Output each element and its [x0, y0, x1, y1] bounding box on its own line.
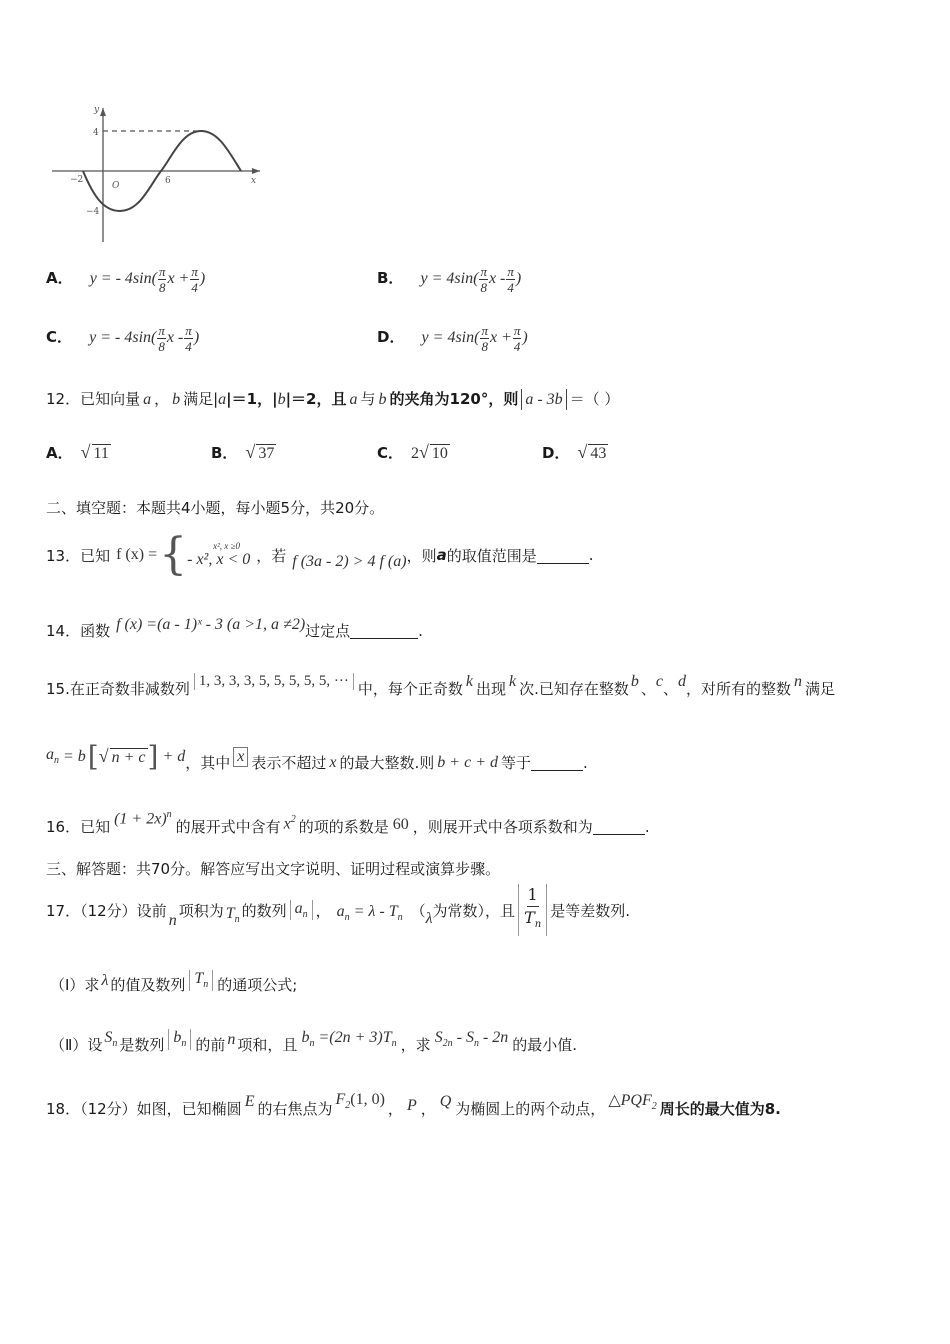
frac-den [524, 907, 541, 936]
q15-answer-blank[interactable] [531, 754, 583, 771]
q16-binomial [114, 809, 172, 828]
q18-E: E [244, 1092, 255, 1110]
an-subscript: n [54, 755, 59, 767]
q12-t1: 满足| [183, 390, 219, 408]
graph-tick-neg2: −2 [70, 175, 84, 185]
q17-p1-a: （Ⅰ）求 [50, 976, 100, 994]
q17-p2-e: ，求 [400, 1036, 431, 1054]
q12-option-d [542, 442, 608, 463]
q13-answer-blank[interactable] [537, 547, 589, 564]
q12-t2: |＝1，| [226, 390, 278, 408]
q17-diff [435, 1029, 509, 1049]
q12-t6: ＝（ ） [569, 390, 620, 408]
q18-F2 [335, 1091, 384, 1111]
frac-num: π [481, 323, 488, 338]
q11-d-frac2 [513, 323, 522, 354]
q15-t7: 表示不超过 [251, 754, 327, 772]
q11-d-label: D． [377, 328, 405, 347]
section-2-heading: 二、填空题：本题共4小题，每小题5分，共20分。 [46, 499, 385, 517]
q13-number: 13．已知 [46, 546, 111, 565]
sqrt-icon: √ [419, 442, 429, 462]
q15-stem [46, 664, 835, 699]
q17-t3: ， [315, 901, 331, 920]
bn-subscript: n [181, 1038, 187, 1050]
Tn-subscript: n [391, 1038, 397, 1050]
S2n-symbol: S [434, 1029, 443, 1047]
q15-t1: 中，每个正奇数 [357, 680, 463, 698]
q12-c-value [411, 442, 450, 462]
section-3-heading: 三、解答题：共70分。解答应写出文字说明、证明过程或演算步骤。 [46, 860, 501, 878]
sqrt-icon: √ [98, 746, 109, 766]
frac-num: π [513, 323, 521, 338]
q11-a-label: A． [46, 269, 73, 288]
q12-a-radicand: 11 [93, 445, 109, 462]
q17-Sn [104, 1029, 117, 1049]
q13-inequality: f (3a - 2) > 4 f (a) [292, 553, 407, 570]
q13-t1: ，若 [256, 546, 287, 565]
q15-t8: 的最大整数.则 [339, 754, 435, 772]
q17-t2: 的数列 [241, 901, 287, 920]
q17-part2 [50, 1024, 577, 1055]
q13-case1: x², x ≥0 [213, 541, 240, 551]
sine-graph [48, 100, 263, 248]
q11-a-formula [89, 264, 206, 295]
q11-option-c [46, 323, 199, 354]
q17-p2-a: （Ⅱ）设 [50, 1036, 103, 1054]
q15-sequence [194, 673, 354, 690]
q17-diff-end: - 2n [482, 1029, 509, 1047]
q15-t2: 出现 [475, 680, 506, 698]
q13-t4: . [588, 546, 594, 564]
q11-a-frac1 [158, 264, 167, 295]
q15-t4: ，对所有的整数 [686, 680, 792, 698]
graph-y-label: y [94, 105, 100, 115]
Tn-symbol: T [524, 907, 535, 927]
q11-d-mid: x + [489, 329, 512, 347]
q11-b-prefix: y = 4sin( [420, 270, 479, 288]
q11-a-prefix: y = - 4sin( [89, 270, 157, 288]
q17-t4: （ [410, 901, 426, 920]
q11-c-frac2 [184, 323, 193, 354]
q12-option-c [377, 442, 450, 463]
q12-t4: 与 [360, 390, 376, 408]
q14-number: 14．函数 [46, 622, 111, 640]
q11-option-d [377, 323, 528, 354]
q15-number: 15.在正奇数非减数列 [46, 680, 190, 698]
q12-d-radicand: 43 [590, 445, 607, 462]
q16-sixty: 60 [392, 815, 409, 833]
sqrt-icon: √ [577, 442, 588, 462]
q11-c-suffix: ) [193, 329, 200, 347]
q11-d-prefix: y = 4sin( [421, 329, 480, 347]
q14-answer-blank[interactable] [350, 622, 418, 639]
Sn-subscript: n [112, 1038, 118, 1050]
frac-den: 4 [507, 280, 514, 295]
q15-bx: x [237, 747, 245, 765]
q18-triangle [608, 1090, 656, 1112]
graph-x-label: x [251, 176, 257, 186]
q17-diff-mid: - S [456, 1029, 474, 1047]
q12-stem [46, 388, 619, 409]
q15-formula-line [46, 740, 588, 773]
vec-a: a [349, 391, 358, 408]
q15-b: b [630, 672, 639, 690]
F2-point: (1, 0) [350, 1091, 385, 1109]
Tn-symbol: T [225, 904, 235, 922]
frac-num: π [480, 264, 487, 279]
graph-tick-4: 4 [93, 128, 99, 138]
q17-bn-rel [301, 1029, 396, 1049]
q16-x: x [283, 815, 291, 833]
q11-d-frac1 [480, 323, 489, 354]
q11-c-frac1 [157, 323, 166, 354]
q15-eq: = b [63, 747, 86, 765]
q12-c-label: C． [377, 444, 404, 462]
bn-subscript: n [309, 1038, 315, 1050]
y-axis-arrow-icon [100, 108, 106, 116]
q16-base: (1 + 2x) [114, 810, 167, 828]
q13-case2: - x², x < 0 [187, 551, 251, 568]
frac-den: 8 [158, 280, 166, 295]
bn-symbol: b [173, 1029, 182, 1047]
q11-a-mid: x + [167, 270, 190, 288]
q15-an [46, 746, 59, 766]
q12-d-label: D． [542, 444, 570, 462]
q11-a-frac2 [190, 264, 199, 295]
q15-sum: b + c + d [437, 753, 498, 771]
q11-b-suffix: ) [515, 270, 522, 288]
q15-t5: 满足 [805, 680, 836, 698]
q11-a-suffix: ) [199, 270, 206, 288]
q17-p2-f: 的最小值. [512, 1036, 578, 1054]
q15-bracket-x [233, 747, 248, 767]
q12-b-radicand: 37 [258, 445, 275, 462]
q11-option-b [377, 264, 521, 295]
q11-b-mid: x - [488, 270, 506, 288]
an-symbol: a [336, 902, 345, 920]
q12-a-value [80, 442, 111, 462]
Tn-subscript: n [234, 914, 240, 926]
q11-c-mid: x - [166, 329, 184, 347]
frac-den: 8 [480, 280, 487, 295]
q16-x2-exp: 2 [290, 813, 296, 825]
q17-relation [337, 903, 403, 923]
q18-P: P [406, 1096, 417, 1114]
S2n-subscript: 2n [442, 1038, 453, 1050]
q12-t3: |＝2，且 [285, 390, 347, 408]
q14-stem [46, 608, 423, 641]
Tn-symbol: T [194, 970, 204, 988]
q15-seq-text: 1, 3, 3, 3, 5, 5, 5, 5, 5, ··· [198, 673, 349, 689]
q17-n: n [168, 912, 177, 929]
q12-option-b [211, 442, 276, 463]
q15-k2: k [509, 672, 517, 690]
q15-x: x [329, 753, 337, 771]
q15-t9: 等于 [501, 754, 532, 772]
Sn-subscript: n [473, 1038, 479, 1050]
q11-c-prefix: y = - 4sin( [89, 329, 157, 347]
q16-exp: n [166, 808, 172, 820]
q17-part1 [50, 966, 297, 995]
q12-option-a [46, 442, 111, 463]
q16-t1: 的展开式中含有 [175, 818, 281, 836]
frac-den: 8 [158, 339, 165, 354]
q11-b-formula [420, 264, 522, 295]
q17-t1: 项积为 [178, 901, 224, 920]
q17-lambda: λ [425, 910, 433, 927]
q18-Q: Q [439, 1092, 452, 1110]
an-subscript: n [344, 912, 350, 924]
q17-bn-seq [168, 1029, 191, 1049]
q13-cases [187, 541, 250, 569]
q11-d-suffix: ) [522, 329, 528, 347]
q17-stem [46, 882, 630, 938]
q16-t4: . [644, 817, 650, 836]
piecewise-brace-icon: { [159, 529, 188, 580]
q12-t5: 的夹角为120°，则 [389, 390, 519, 408]
floor-bracket-left-icon: [ [87, 740, 99, 773]
frac-num: π [158, 264, 166, 279]
an-symbol: a [46, 746, 54, 764]
q12-b-value [245, 442, 276, 462]
q17-number: 17．（12分）设前 [46, 901, 167, 920]
q13-stem [46, 530, 594, 580]
q16-t2: 的项的系数是 [298, 818, 389, 836]
q17-seq-an [290, 900, 313, 920]
q14-t1: 过定点 [305, 622, 351, 640]
q12-c-coef: 2 [411, 445, 420, 462]
sqrt-icon: √ [80, 442, 91, 462]
frac-den: 8 [481, 339, 488, 354]
q18-t5: 周长的最大值为8. [659, 1100, 781, 1118]
frac-den: 4 [513, 339, 521, 354]
q16-answer-blank[interactable] [593, 818, 645, 835]
q15-plus-d: + d [162, 747, 186, 765]
frac-num: π [158, 323, 165, 338]
triangle-subscript: 2 [651, 1101, 657, 1113]
q18-number: 18．（12分）如图，已知椭圆 [46, 1100, 242, 1118]
q17-Tn [226, 905, 240, 925]
q13-a: a [436, 546, 447, 564]
q12-comma: ， [154, 390, 170, 408]
Tn-subscript: n [397, 912, 403, 924]
q15-c: c [655, 672, 664, 690]
q12-a-label: A． [46, 444, 73, 462]
q17-p1-lambda: λ [101, 971, 109, 989]
q12-c-radicand: 10 [431, 445, 448, 462]
q15-d: d [678, 672, 687, 690]
q15-sep1: 、 [640, 680, 656, 698]
q12-expr: a - 3b [525, 391, 563, 408]
q16-x2 [284, 814, 296, 833]
q17-p2-d: 项和，且 [237, 1036, 298, 1054]
q17-p1-b: 的值及数列 [110, 976, 186, 994]
q17-p2-c: 的前 [195, 1036, 226, 1054]
graph-tick-neg4: −4 [86, 207, 100, 217]
q14-t2: . [418, 621, 423, 640]
q12-d-value [577, 442, 608, 462]
bn-symbol: b [301, 1029, 310, 1047]
q11-c-label: C． [46, 328, 73, 347]
q16-stem [46, 800, 650, 837]
graph-tick-6: 6 [165, 176, 171, 186]
q11-c-formula [89, 323, 200, 354]
an-symbol: a [294, 899, 303, 917]
q12-abs-expr [521, 389, 566, 410]
q15-t3: 次.已知存在整数 [519, 680, 629, 698]
frac-den: 4 [191, 280, 198, 295]
q13-t2: ，则 [406, 546, 437, 565]
q15-n: n [794, 672, 803, 690]
q17-p1-seq [189, 970, 213, 990]
q11-option-a [46, 264, 205, 295]
F2-subscript: 2 [345, 1100, 351, 1112]
q18-t4: 为椭圆上的两个动点， [455, 1100, 606, 1118]
frac-den: 4 [185, 339, 192, 354]
q17-reciprocal-seq [518, 884, 547, 936]
frac-num: π [191, 264, 198, 279]
q11-d-formula [421, 323, 528, 354]
q17-p1-c: 的通项公式; [217, 976, 298, 994]
q16-number: 16．已知 [46, 818, 111, 836]
q16-t3: ，则展开式中各项系数和为 [412, 818, 593, 836]
frac-num: π [507, 264, 514, 279]
frac-num: π [185, 323, 192, 338]
q18-t3: ， [420, 1100, 436, 1118]
Sn-symbol: S [104, 1029, 113, 1047]
q15-k: k [465, 672, 473, 690]
q15-t10: . [583, 753, 588, 772]
floor-bracket-right-icon: ] [147, 740, 159, 773]
triangle-text: △PQF [608, 1092, 652, 1110]
vec-b: b [172, 391, 181, 408]
q13-t3: 的取值范围是 [446, 546, 537, 565]
frac-num: 1 [527, 884, 539, 907]
Tn-subscript: n [203, 979, 209, 991]
Tn-subscript: n [534, 919, 542, 931]
q11-b-frac1 [479, 264, 488, 295]
F2-symbol: F [335, 1091, 346, 1109]
graph-origin: O [112, 181, 120, 191]
q14-expr: f (x) =(a - 1)ˣ - 3 (a >1, a ≠2) [116, 615, 306, 633]
q18-t1: 的右焦点为 [257, 1100, 333, 1118]
sqrt-icon: √ [245, 442, 256, 462]
q15-sqrt [99, 746, 148, 767]
q17-p2-n: n [227, 1030, 236, 1048]
q17-t6: 是等差数列. [550, 901, 630, 920]
q17-frac [524, 884, 541, 936]
q15-radicand: n + c [111, 749, 146, 766]
x-axis-arrow-icon [252, 168, 260, 174]
vec-a: a [218, 391, 227, 408]
vec-b: b [277, 391, 286, 408]
an-subscript: n [302, 909, 308, 921]
q13-f-lhs: f (x) = [116, 546, 158, 563]
q17-p2-b: 是数列 [119, 1036, 165, 1054]
q17-rel: = λ - T [353, 902, 398, 920]
q15-t6: ，其中 [185, 754, 231, 772]
q12-number: 12．已知向量 [46, 390, 141, 408]
q11-b-label: B． [377, 269, 404, 288]
q11-b-frac2 [506, 264, 515, 295]
q17-bn-rel-text: =(2n + 3)T [318, 1029, 392, 1047]
q18-stem [46, 1084, 781, 1119]
vec-b: b [378, 391, 387, 408]
q15-sep2: 、 [663, 680, 679, 698]
vec-a: a [143, 391, 152, 408]
q12-b-label: B． [211, 444, 238, 462]
q17-t5: 为常数），且 [432, 901, 516, 920]
q18-t2: ， [387, 1100, 403, 1118]
